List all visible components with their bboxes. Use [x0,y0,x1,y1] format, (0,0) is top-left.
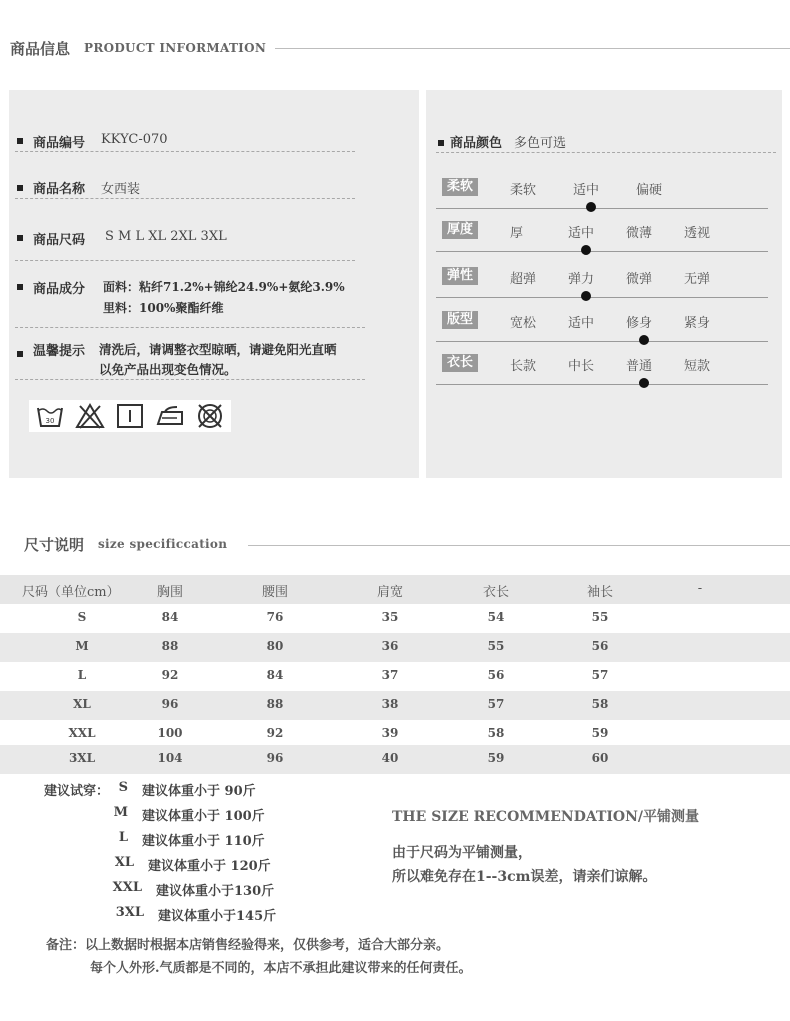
bullet-icon [17,351,23,357]
table-cell: L [77,668,87,682]
field-name-label: 商品名称 [33,182,86,197]
scale-tag: 衣长 [442,354,478,372]
scale-option: 适中 [573,183,600,198]
divider [15,379,365,380]
color-value: 多色可选 [514,136,567,151]
table-cell: 55 [487,639,505,653]
scale-option: 宽松 [510,316,537,331]
recommend-size: M [113,805,128,820]
table-cell: 38 [381,697,399,711]
scale-indicator-dot [581,291,591,301]
divider [15,327,365,328]
scale-tag: 弹性 [442,267,478,285]
product-info-title-en: PRODUCT INFORMATION [84,41,267,55]
scale-option: 微薄 [626,226,653,241]
color-label: 商品颜色 [450,136,503,151]
table-cell: S [77,610,87,624]
scale-line [436,208,768,209]
header-shoulder: 肩宽 [376,585,403,600]
recommend-label: 建议试穿： [44,784,110,799]
table-cell: 92 [266,726,284,740]
table-cell: XL [73,697,91,711]
bullet-icon [17,235,23,241]
header-waist: 腰围 [261,585,288,600]
attributes-panel [426,90,782,478]
scale-option: 柔软 [510,183,537,198]
table-cell: 57 [591,668,609,682]
table-cell: 3XL [68,751,96,765]
scale-option: 偏硬 [636,183,663,198]
recommend-size: 3XL [115,905,144,920]
size-spec-title-cn: 尺寸说明 [24,536,85,554]
divider [15,260,355,261]
header-extra: - [697,581,703,596]
table-cell: 88 [266,697,284,711]
table-row [0,604,790,633]
bullet-icon [17,284,23,290]
table-row [0,633,790,662]
table-cell: 55 [591,610,609,624]
field-material-value: 面料：粘纤71.2%+锦纶24.9%+氨纶3.9% [103,280,345,294]
size-spec-title-en: size specificcation [98,537,228,551]
scale-option: 适中 [568,316,595,331]
scale-indicator-dot [586,202,596,212]
note-line1: 备注：以上数据时根据本店销售经验得来，仅供参考，适合大部分亲。 [46,938,450,953]
scale-option: 无弹 [684,272,711,287]
scale-option: 短款 [684,359,711,374]
scale-indicator-dot [581,245,591,255]
product-info-title-cn: 商品信息 [10,40,71,58]
scale-option: 厚 [510,226,524,241]
hang-dry-icon [115,402,145,430]
scale-option: 修身 [626,316,653,331]
field-lining-value: 里料：100%聚酯纤维 [103,301,224,315]
field-tip-value2: 以免产品出现变色情况。 [99,362,237,377]
table-row [0,691,790,720]
table-cell: 59 [591,726,609,740]
divider [15,151,355,152]
scale-option: 微弹 [626,272,653,287]
scale-option: 长款 [510,359,537,374]
field-tip-value: 清洗后，请调整衣型晾晒，请避免阳光直晒 [99,342,337,357]
recommend-text: 建议体重小于 120斤 [148,859,271,874]
field-code-label: 商品编号 [33,136,86,151]
product-info-panel [9,90,419,478]
table-cell: 35 [381,610,399,624]
bullet-icon [17,185,23,191]
scale-option: 弹力 [568,272,595,287]
table-cell: 54 [487,610,505,624]
table-cell: 57 [487,697,505,711]
table-cell: 56 [487,668,505,682]
recommend-text: 建议体重小于 90斤 [142,784,256,799]
care-icons [29,400,231,432]
table-cell: 80 [266,639,284,653]
table-cell: 88 [161,639,179,653]
recommend-text: 建议体重小于130斤 [156,884,275,899]
divider [436,152,776,153]
recommend-size: L [118,830,128,845]
wash-30-icon [35,402,65,430]
scale-option: 透视 [684,226,711,241]
table-cell: 56 [591,639,609,653]
field-tip-label: 温馨提示 [33,344,86,359]
scale-indicator-dot [639,378,649,388]
measure-line1: 由于尺码为平铺测量， [392,845,532,861]
scale-line [436,251,768,252]
divider [15,198,355,199]
table-cell: 59 [487,751,505,765]
table-cell: 92 [161,668,179,682]
scale-line [436,341,768,342]
scale-option: 普通 [626,359,653,374]
table-cell: 84 [161,610,179,624]
table-cell: 37 [381,668,399,682]
table-cell: M [75,639,89,653]
iron-icon [155,402,185,430]
table-cell: 36 [381,639,399,653]
table-cell: 76 [266,610,284,624]
table-row [0,662,790,691]
header-sleeve: 袖长 [586,585,613,600]
wash-temp: 30 [45,417,55,425]
no-bleach-icon [75,402,105,430]
scale-tag: 版型 [442,311,478,329]
field-size-label: 商品尺码 [33,233,86,248]
header-length: 衣长 [482,585,509,600]
scale-option: 中长 [568,359,595,374]
table-cell: 58 [591,697,609,711]
scale-indicator-dot [639,335,649,345]
recommend-size: XL [114,855,134,870]
table-cell: 40 [381,751,399,765]
table-cell: 39 [381,726,399,740]
table-header-row [0,575,790,604]
no-tumble-dry-icon [195,402,225,430]
table-cell: 58 [487,726,505,740]
measure-title: THE SIZE RECOMMENDATION/平铺测量 [392,809,700,825]
recommend-text: 建议体重小于145斤 [158,909,277,924]
field-material-label: 商品成分 [33,282,86,297]
scale-line [436,297,768,298]
recommend-size: S [118,780,128,795]
table-cell: 96 [266,751,284,765]
size-rule [248,545,790,546]
table-cell: XXL [68,726,96,740]
recommend-text: 建议体重小于 100斤 [142,809,265,824]
recommend-text: 建议体重小于 110斤 [142,834,265,849]
table-cell: 100 [157,726,183,740]
field-name-value: 女西装 [101,182,141,197]
scale-tag: 柔软 [442,178,478,196]
scale-line [436,384,768,385]
field-code-value: KKYC-070 [101,132,168,147]
table-cell: 96 [161,697,179,711]
bullet-icon [17,138,23,144]
note-line2: 每个人外形.气质都是不同的，本店不承担此建议带来的任何责任。 [90,961,472,976]
scale-tag: 厚度 [442,221,478,239]
field-size-value: S M L XL 2XL 3XL [105,229,227,244]
measure-line2: 所以难免存在1--3cm误差，请亲们谅解。 [392,869,657,885]
bullet-icon [438,140,444,146]
size-table [0,575,790,773]
table-cell: 60 [591,751,609,765]
header-rule [275,48,790,49]
recommend-size: XXL [112,880,142,895]
table-cell: 104 [157,751,183,765]
scale-option: 适中 [568,226,595,241]
header-size: 尺码（单位cm） [22,585,120,600]
scale-option: 紧身 [684,316,711,331]
header-chest: 胸围 [156,585,183,600]
table-cell: 84 [266,668,284,682]
table-row [0,745,790,774]
scale-option: 超弹 [510,272,537,287]
